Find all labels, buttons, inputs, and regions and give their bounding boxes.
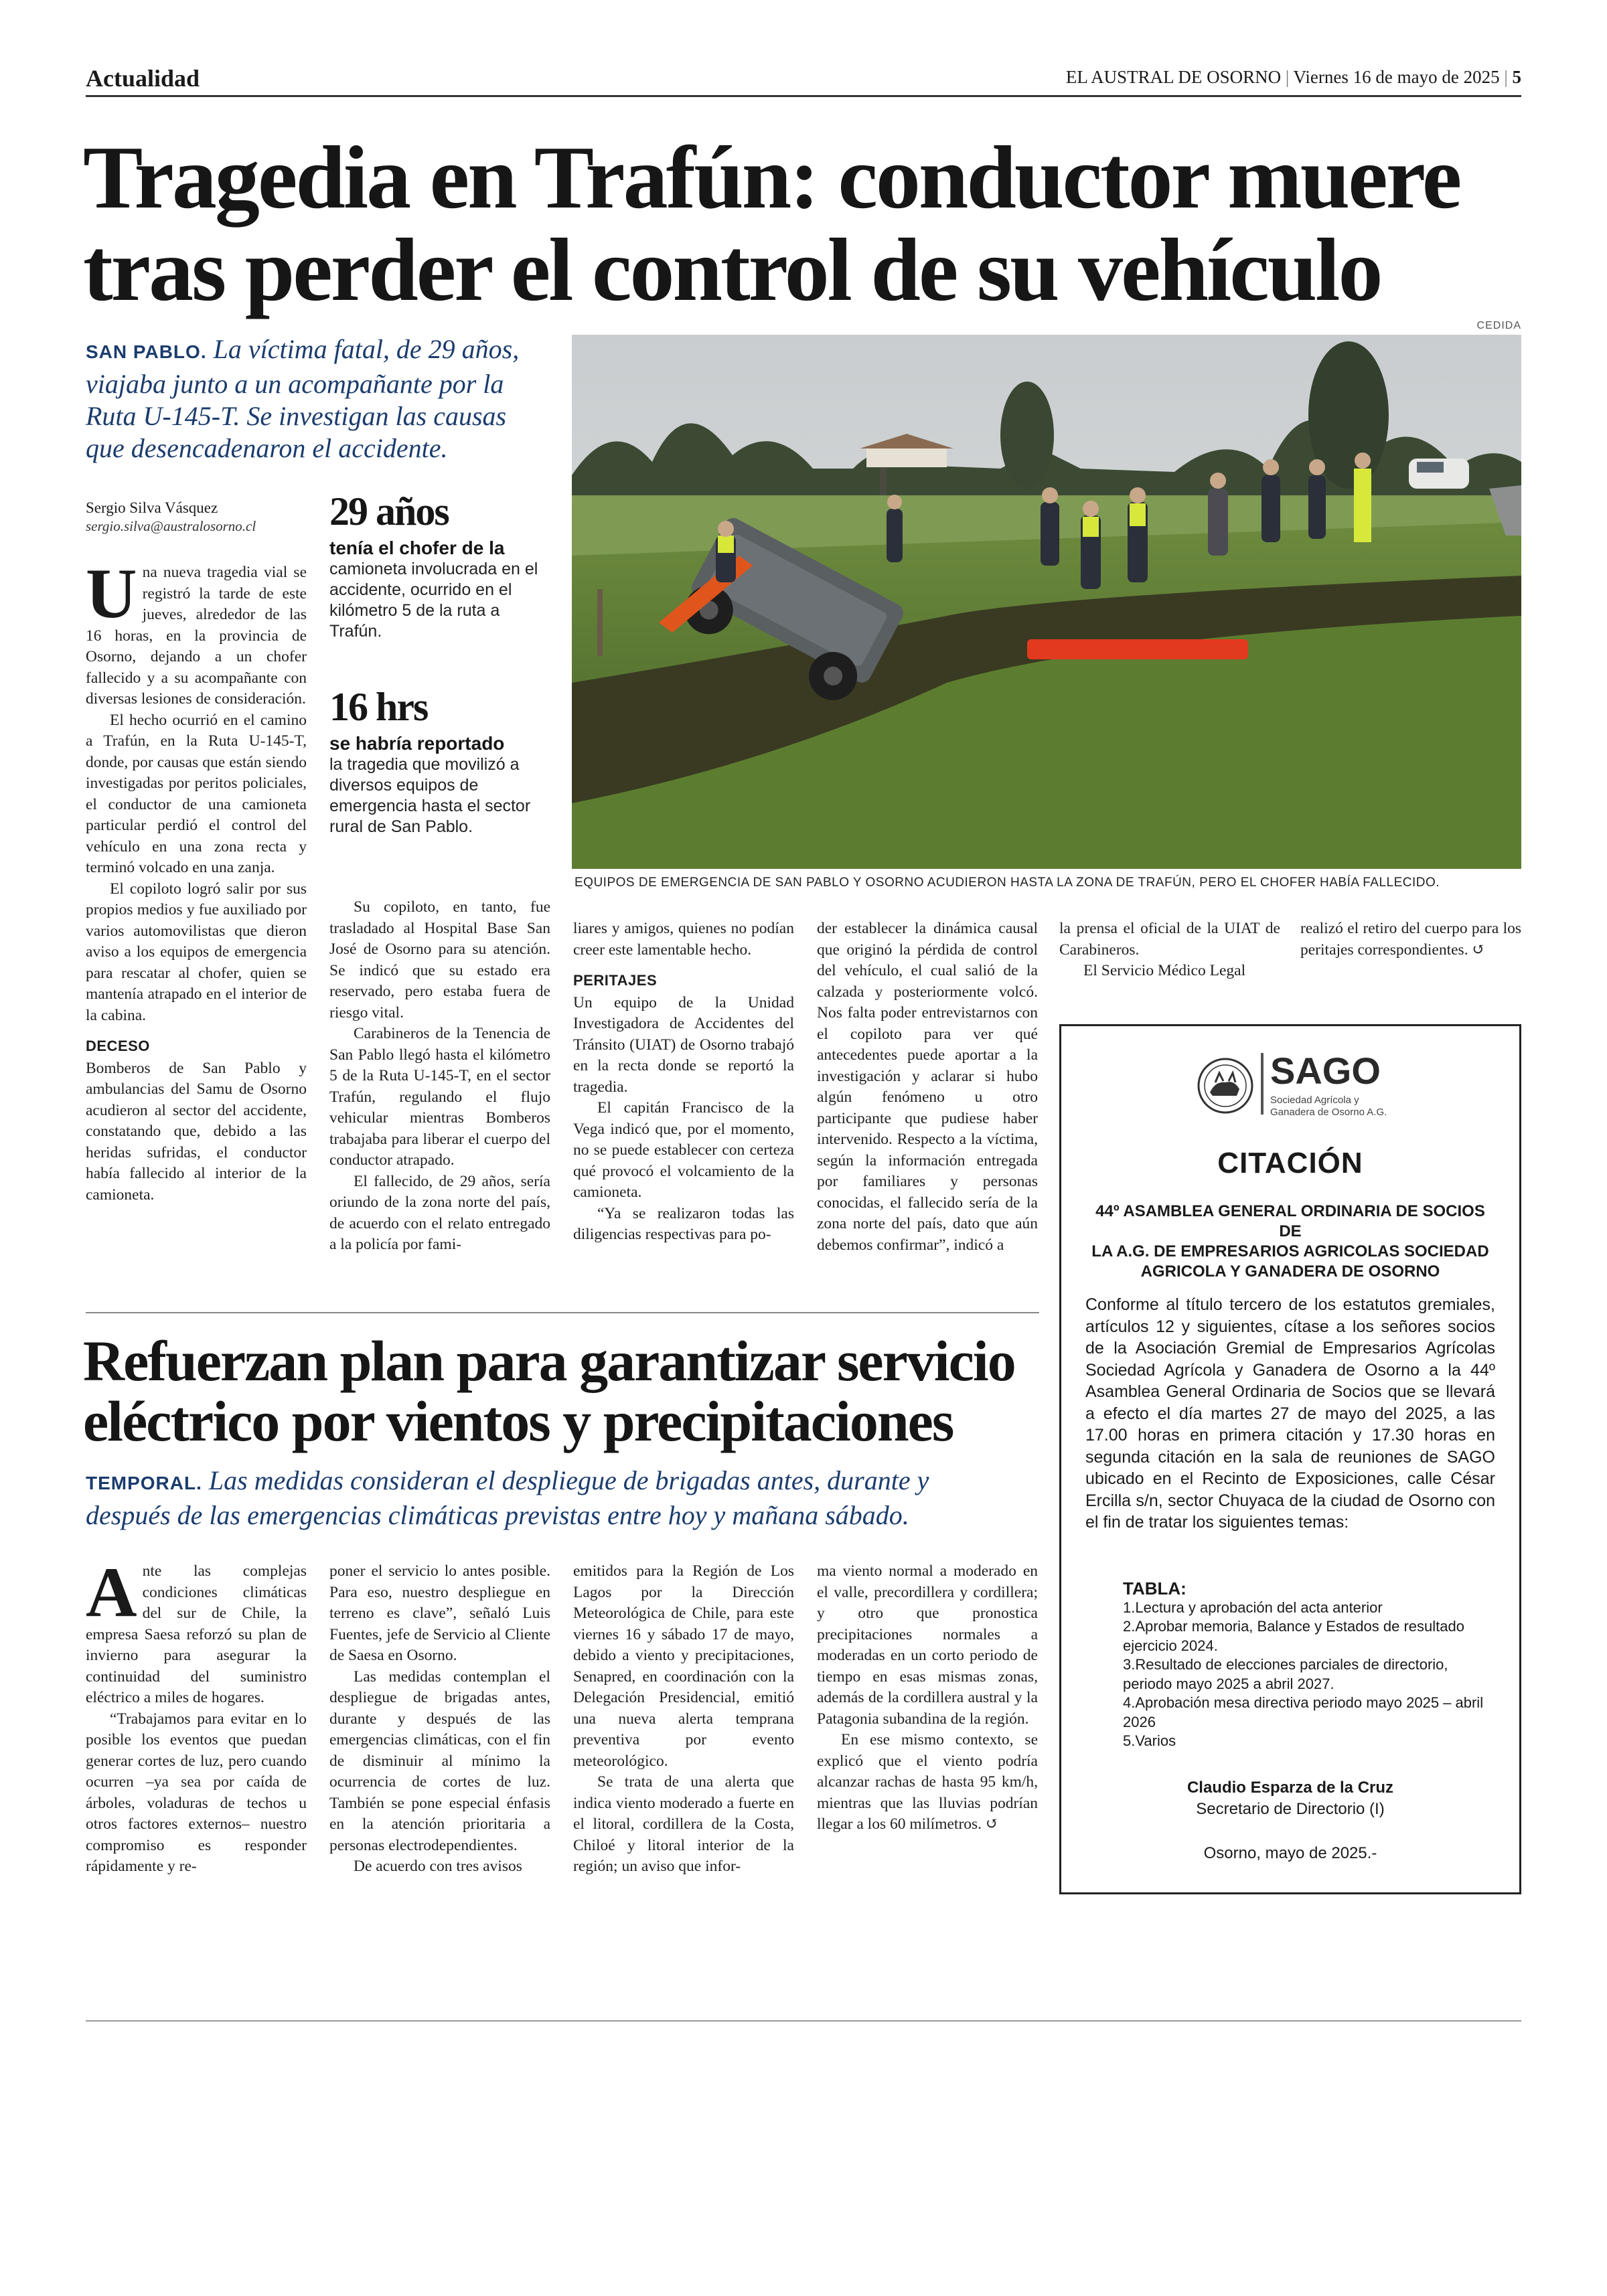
ad-body: Conforme al título tercero de los estatutos gremiales, artículos 12 y siguientes, cítase a los señores socios de la Asociación Gremial de Empresarios Agrícolas Sociedad Agrícola y Ganadera de Osorno a la 44º Asamblea General Ordinaria de Socios que se llevará a efecto el día martes 27 de mayo del 2025, a las 17.00 horas en primera citación y 17.30 horas en segunda citación en la sala de reuniones de SAGO ubicado en el Recinto de Exposiciones, calle César Ercilla s/n, sector Chuyaca de la ciudad de Osorno con el fin de tratar los siguientes temas:: [1085, 1295, 1495, 1532]
paragraph: Un equipo de la Unidad Investigadora de Accidentes del Tránsito (UIAT) de Osorno trabajó en la recta donde se reportó la tragedia.: [573, 993, 794, 1096]
deck-text: Las medidas consideran el despliegue de brigadas antes, durante y después de las emergencias climáticas previstas entre hoy y mañana sábado.: [86, 1465, 929, 1530]
paragraph: “Ya se realizaron todas las diligencias respectivas para po-: [573, 1204, 794, 1243]
photo-credit: CEDIDA: [1476, 320, 1521, 331]
agenda-item: ejercicio 2024.: [1123, 1637, 1218, 1654]
paragraph: Su copiloto, en tanto, fue trasladado al Hospital Base San José de Osorno para su atención. Se indicó que su estado era reservado, pero estaba fuera de riesgo vital.: [329, 898, 550, 1021]
paragraph: der establecer la dinámica causal que originó la pérdida de control del vehículo, el cual salió de la calzada y posteriormente volcó. Nos falta poder entrevistarnos con el copiloto para ver qué antecedentes puede aportar a la investigación y aclarar si hubo algún fenómeno u otro participante que pudiese haber intervenido. Respecto a la víctima, según la información entregada por familiares y personas conocidas, el fallecido sería de la zona norte del país, dato que aún debemos confirmar”, indicó a: [817, 920, 1038, 1254]
masthead-separator: |: [1285, 67, 1294, 87]
kicker: SAN PABLO.: [86, 341, 207, 362]
article2-deck: [86, 1465, 1010, 1532]
agenda-label: TABLA:: [1123, 1578, 1187, 1598]
paragraph-text: nte las complejas condiciones climáticas del sur de Chile, la empresa Saesa reforzó su plan de invierno para asegurar la continuidad del suministro eléctrico a miles de hogares.: [86, 1562, 307, 1706]
deck-text: La víctima fatal, de 29 años, viajaba junto a un acompañante por la Ruta U-145-T. Se investigan las causas que desencadenaron el accidente.: [86, 334, 520, 463]
ad-heading-line: AGRICOLA Y GANADERA DE OSORNO: [1140, 1262, 1440, 1281]
headline-line: Refuerzan plan para garantizar servicio: [83, 1329, 1015, 1393]
logo-text: SAGO: [1270, 1050, 1381, 1092]
stat-box: [329, 489, 550, 642]
agenda-item: 2.Aprobar memoria, Balance y Estados de resultado: [1123, 1618, 1464, 1635]
sago-logo: [1195, 1050, 1396, 1120]
paragraph: [86, 554, 307, 710]
paragraph: Bomberos de San Pablo y ambulancias del Samu de Osorno acudieron al sector del accidente, constatando que, debido a las heridas sufridas, el conductor había fallecido al interior de la camioneta.: [86, 1059, 307, 1204]
ad-heading-line: 44º ASAMBLEA GENERAL ORDINARIA DE SOCIOS DE: [1095, 1202, 1485, 1240]
paragraph: “Trabajamos para evitar en lo posible los eventos que puedan generar cortes de luz, pero cuando ocurren –ya sea por caída de árboles, voladuras de techos u otros factores externos– nuestro compromiso es responder rápidamente y re-: [86, 1710, 307, 1875]
agenda-item: 1.Lectura y aprobación del acta anterior: [1123, 1598, 1383, 1616]
article2-column-4: [817, 1561, 1038, 1835]
paragraph: emitidos para la Región de Los Lagos por la Dirección Meteorológica de Chile, para este viernes 16 y sábado 17 de mayo, debido a viento y precipitaciones, Senapred, en coordinación con la Delegación Presidencial, emitió una nueva alerta temprana preventiva por evento meteorológico.: [573, 1562, 794, 1770]
agenda-item: 4.Aprobación mesa directiva periodo mayo 2025 – abril 2026: [1123, 1694, 1484, 1730]
signer-name: Claudio Esparza de la Cruz: [1187, 1779, 1394, 1797]
stat-number: 29 años: [329, 489, 449, 534]
paragraph: la prensa el oficial de la UIAT de Carabineros.: [1059, 920, 1280, 959]
logo-subtitle: Sociedad Agrícola y Ganadera de Osorno A.G.: [1270, 1094, 1387, 1118]
article1-column-2: [329, 897, 550, 1256]
sago-citation-ad: [1059, 1024, 1521, 1894]
headline-line: tras perder el control de su vehículo: [83, 220, 1381, 320]
stat-label: tenía el chofer de la: [329, 538, 505, 558]
stat-box: [329, 684, 550, 837]
article1-column-5: [1059, 918, 1280, 982]
paragraph: En ese mismo contexto, se explicó que el viento podría alcanzar rachas de hasta 95 km/h, mientras que las lluvias podrían llegar a los 60 milímetros. ↺: [817, 1731, 1038, 1833]
photo-caption: EQUIPOS DE EMERGENCIA DE SAN PABLO Y OSORNO ACUDIERON HASTA LA ZONA DE TRAFÚN, PERO EL CHOFER HABÍA FALLECIDO.: [575, 876, 1440, 890]
paragraph-text: na nueva tragedia vial se registró la tarde de este jueves, alrededor de las 16 horas, en la provincia de Osorno, dejando a un chofer fallecido y a su acompañante con diversas lesiones de consideración.: [86, 564, 307, 708]
stat-label: se habría reportado: [329, 733, 505, 754]
stat-text: camioneta involucrada en el accidente, ocurrido en el kilómetro 5 de la ruta a Trafún.: [329, 560, 538, 641]
stat-text: la tragedia que movilizó a diversos equipos de emergencia hasta el sector rural de San Pablo.: [329, 755, 531, 836]
paragraph: ma viento normal a moderado en el valle, precordillera y cordillera; y otro que pronostica precipitaciones normales a moderadas en un corto periodo de tiempo en esas mismas zonas, además de la cordillera austral y la Patagonia subandina de la región.: [817, 1562, 1038, 1728]
header-rule: [86, 95, 1521, 97]
sago-emblem-icon: [1195, 1056, 1255, 1116]
article2-headline: [83, 1331, 1061, 1452]
paragraph: Carabineros de la Tenencia de San Pablo llegó hasta el kilómetro 5 de la Ruta U-145-T, en el sector Trafún, regulando el flujo vehicular mientras Bomberos trabajaba para liberar el cuerpo del conductor atrapado.: [329, 1025, 550, 1169]
article1-deck: [86, 333, 548, 465]
masthead-separator: |: [1504, 67, 1513, 87]
paragraph: El Servicio Médico Legal: [1083, 962, 1246, 979]
accident-photo: [572, 335, 1521, 869]
article2-column-2: [329, 1561, 550, 1878]
masthead: [1066, 67, 1521, 88]
ad-signature: [1061, 1777, 1519, 1820]
paragraph: El hecho ocurrió en el camino a Trafún, en la Ruta U-145-T, donde, por causas que están siendo investigadas por peritos policiales, el conductor de una camioneta particular perdió el control del vehículo en una zona recta y terminó volcado en una zanja.: [86, 711, 307, 876]
dropcap: U: [86, 554, 137, 633]
kicker: TEMPORAL.: [86, 1473, 202, 1493]
paragraph: El fallecido, de 29 años, sería oriundo de la zona norte del país, de acuerdo con el relato entregado a la policía por fami-: [329, 1172, 550, 1253]
subhead: PERITAJES: [573, 972, 658, 989]
agenda-item: periodo mayo 2025 a abril 2027.: [1123, 1675, 1334, 1692]
footer-rule: [86, 2020, 1521, 2022]
headline-line: eléctrico por vientos y precipitaciones: [83, 1389, 953, 1454]
agenda-item: 5.Varios: [1123, 1732, 1176, 1749]
article1-column-4: [817, 918, 1038, 1256]
article2-column-3: [573, 1561, 794, 1878]
photo-illustration: [572, 335, 1521, 869]
paragraph: realizó el retiro del cuerpo para los peritajes correspondientes. ↺: [1300, 920, 1521, 959]
paragraph: poner el servicio lo antes posible. Para eso, nuestro despliegue en terreno es clave”, señaló Luis Fuentes, jefe de Servicio al Cliente de Saesa en Osorno.: [329, 1562, 550, 1664]
ad-title: CITACIÓN: [1217, 1147, 1363, 1179]
section-label: Actualidad: [86, 65, 200, 92]
paragraph: De acuerdo con tres avisos: [354, 1858, 522, 1875]
ad-agenda: [1123, 1579, 1499, 1751]
ad-heading: [1088, 1202, 1493, 1282]
article1-column-3: [573, 918, 794, 1246]
article2-column-1: [86, 1553, 307, 1878]
byline-email: sergio.silva@australosorno.cl: [86, 518, 256, 534]
stat-number: 16 hrs: [329, 685, 428, 729]
article-divider: [86, 1312, 1039, 1313]
paragraph: [86, 1553, 307, 1709]
byline-author: Sergio Silva Vásquez: [86, 499, 218, 516]
agenda-item: 3.Resultado de elecciones parciales de directorio,: [1123, 1656, 1448, 1673]
headline-line: Tragedia en Trafún: conductor muere: [83, 128, 1460, 227]
paragraph: El capitán Francisco de la Vega indicó que, por el momento, no se puede establecer con certeza qué provocó el volcamiento de la camioneta.: [573, 1099, 794, 1201]
ad-heading-line: LA A.G. DE EMPRESARIOS AGRICOLAS SOCIEDAD: [1091, 1242, 1489, 1260]
paragraph: El copiloto logró salir por sus propios medios y fue auxiliado por varios automovilistas que dieron aviso a los equipos de emergencia para rescatar al chofer, quien se mantenía atrapado en el interior de la cabina.: [86, 880, 307, 1024]
ad-place-date: Osorno, mayo de 2025.-: [1203, 1844, 1377, 1862]
dropcap: A: [86, 1553, 137, 1631]
article1-column-6: [1300, 918, 1521, 961]
logo-divider: [1261, 1053, 1264, 1115]
paragraph: Las medidas contemplan el despliegue de brigadas antes, durante y después de las emergencias climáticas, con el fin de disminuir al mínimo la ocurrencia de cortes de luz. También se pone especial énfasis en la atención prioritaria a personas electrodependientes.: [329, 1667, 550, 1854]
publication-name: EL AUSTRAL DE OSORNO: [1065, 67, 1282, 87]
article1-headline: [83, 128, 1529, 320]
page-number: 5: [1512, 67, 1521, 87]
signer-role: Secretario de Directorio (I): [1196, 1800, 1385, 1818]
subhead: DECESO: [86, 1038, 150, 1054]
paragraph: Se trata de una alerta que indica viento moderado a fuerte en el litoral, cordillera de la Costa, Chiloé y litoral interior de la región; un aviso que infor-: [573, 1773, 794, 1875]
article1-column-1: [86, 554, 307, 1206]
publication-date: Viernes 16 de mayo de 2025: [1293, 67, 1500, 87]
paragraph: liares y amigos, quienes no podían creer este lamentable hecho.: [573, 920, 794, 959]
